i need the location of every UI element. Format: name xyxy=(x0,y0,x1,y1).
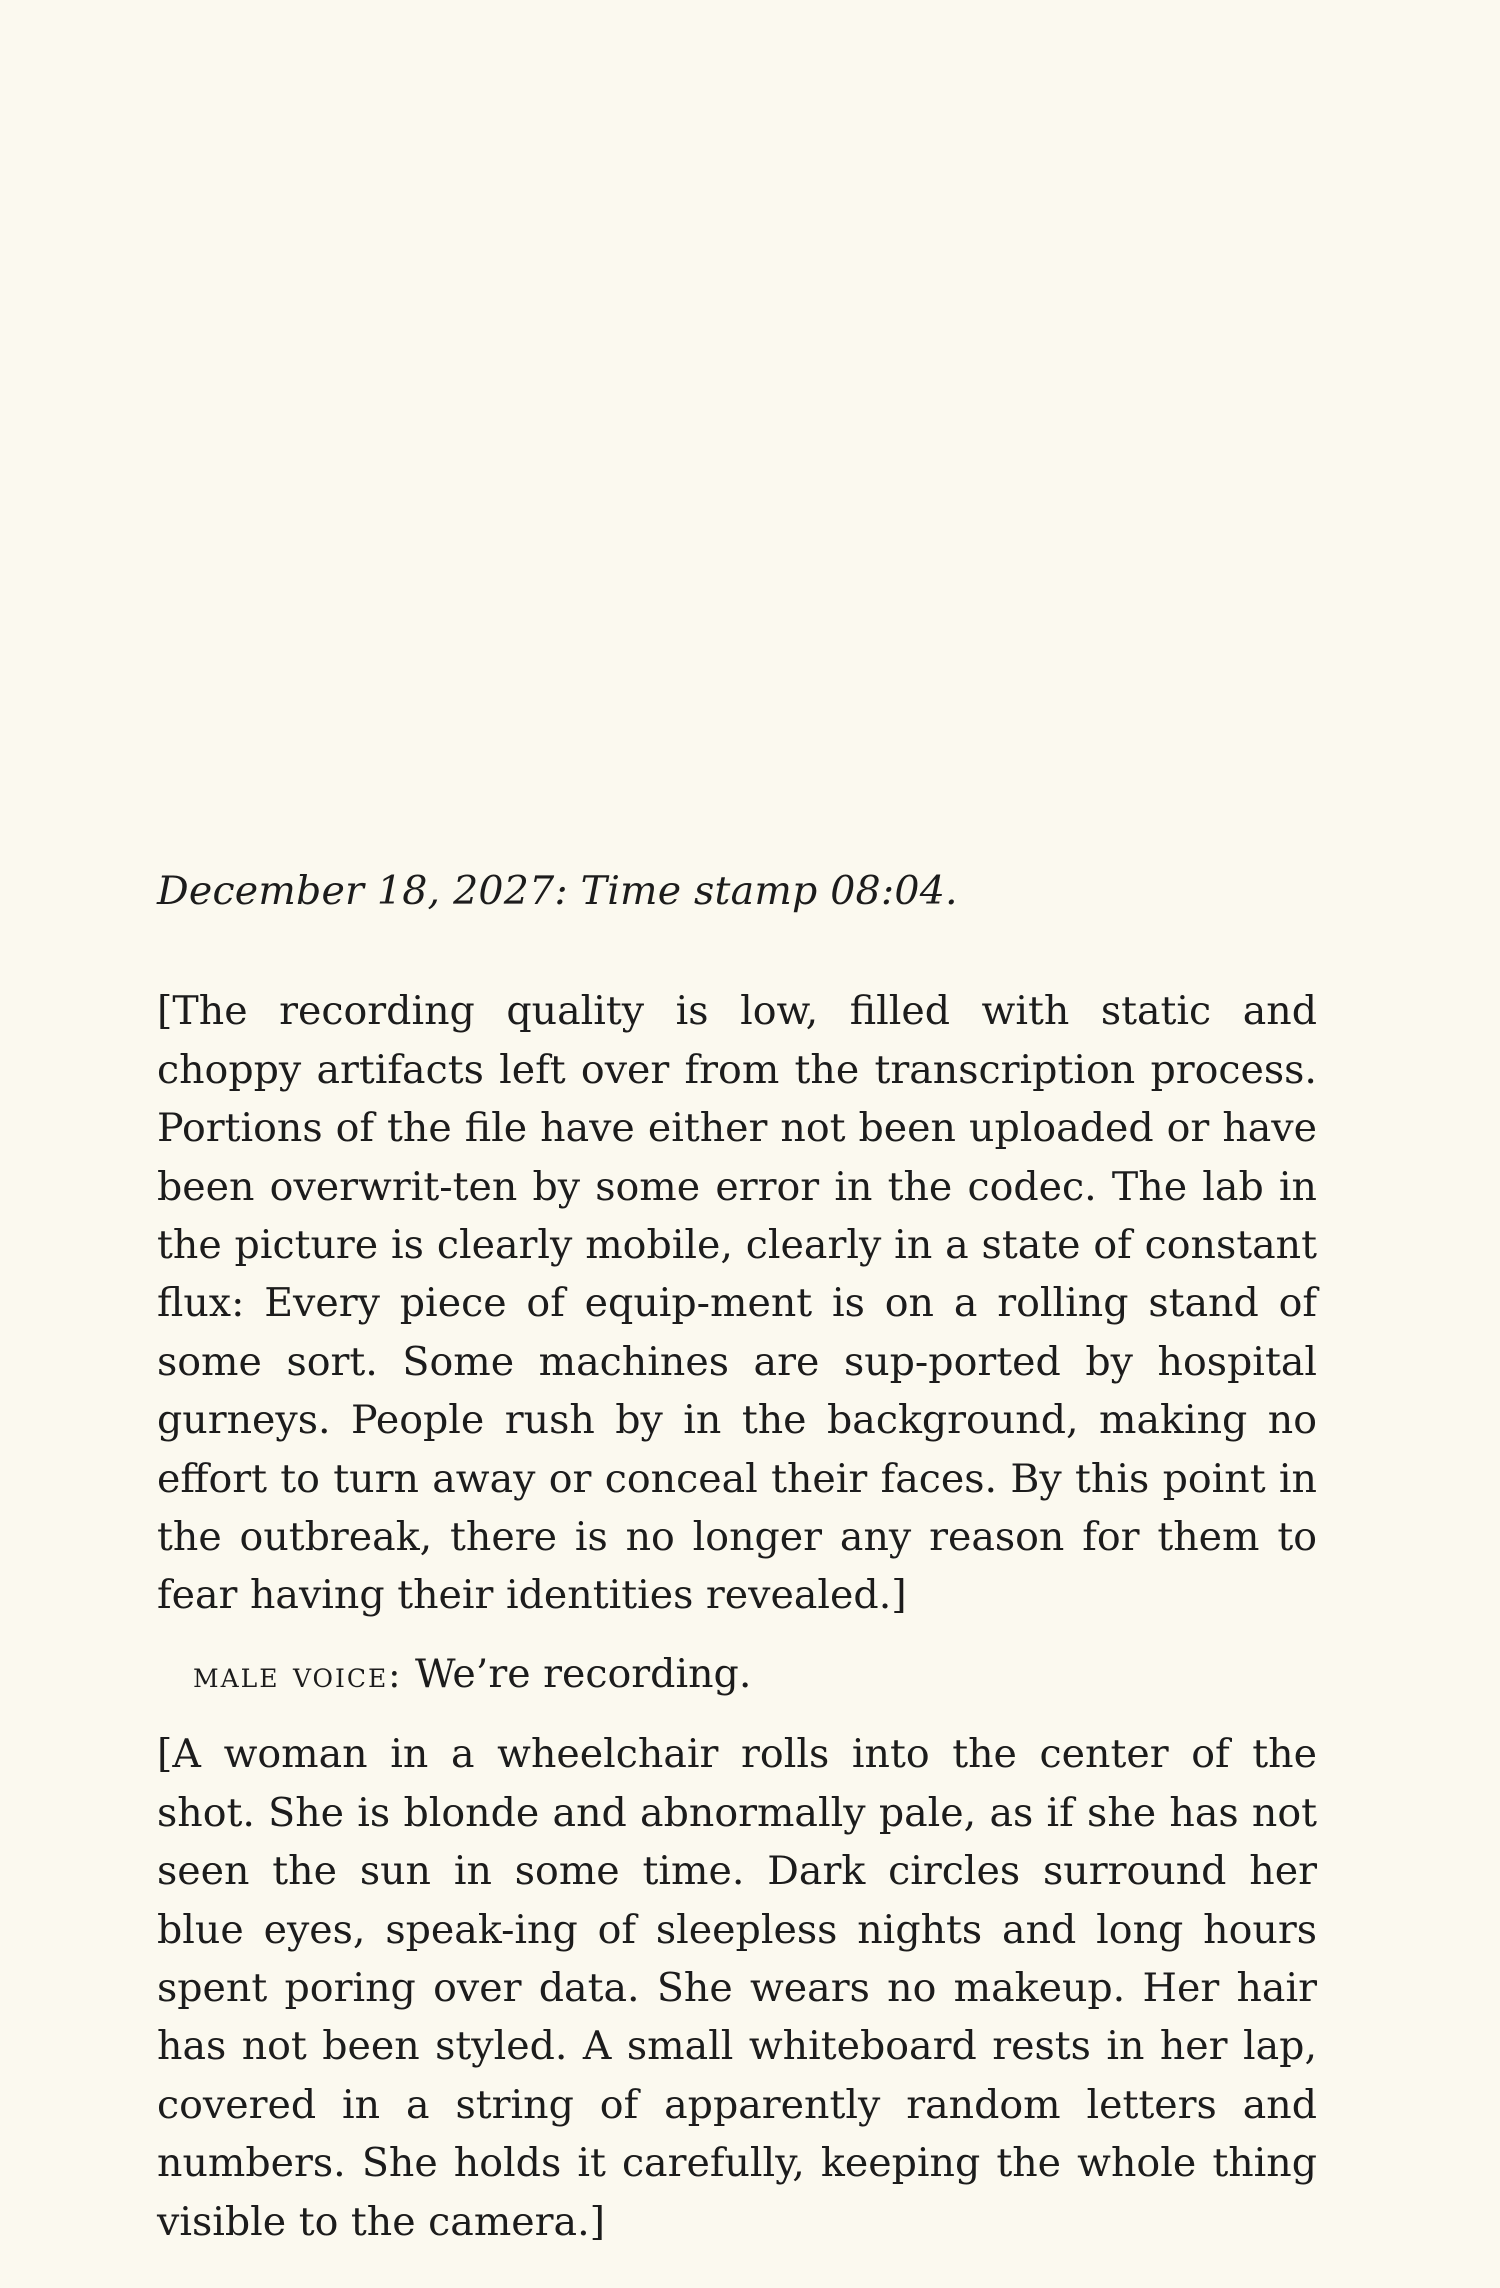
speech-line xyxy=(157,1645,1317,1705)
speech-text: We’re recording. xyxy=(402,1650,752,1697)
speaker-label: male voice: xyxy=(193,1654,403,1696)
paragraph-woman-description: [A woman in a wheelchair rolls into the center of the shot. She is blonde and abnormally pale, as if she has not seen the sun in some time. Dark circles surround her blue eyes, speak-ing of sleepless nights and long hours spent poring over data. She wears no makeup. Her hair has not been styled. A small whiteboard rests in her lap, covered in a string of apparently random letters and numbers. She holds it carefully, keeping the whole thing visible to the camera.] xyxy=(157,1731,1317,2245)
dateline: December 18, 2027: Time stamp 08:04. xyxy=(157,868,958,914)
paragraph-recording-description: [The recording quality is low, filled with static and choppy artifacts left over from the transcription process. Portions of the file have either not been uploaded or have been overwrit-ten by some error in the codec. The lab in the picture is clearly mobile, clearly in a state of constant flux: Every piece of equip-ment is on a rolling stand of some sort. Some machines are sup-ported by hospital gurneys. People rush by in the background, making no effort to turn away or conceal their faces. By this point in the outbreak, there is no longer any reason for them to fear having their identities revealed.] xyxy=(157,988,1317,1619)
page-text xyxy=(157,862,1317,2251)
